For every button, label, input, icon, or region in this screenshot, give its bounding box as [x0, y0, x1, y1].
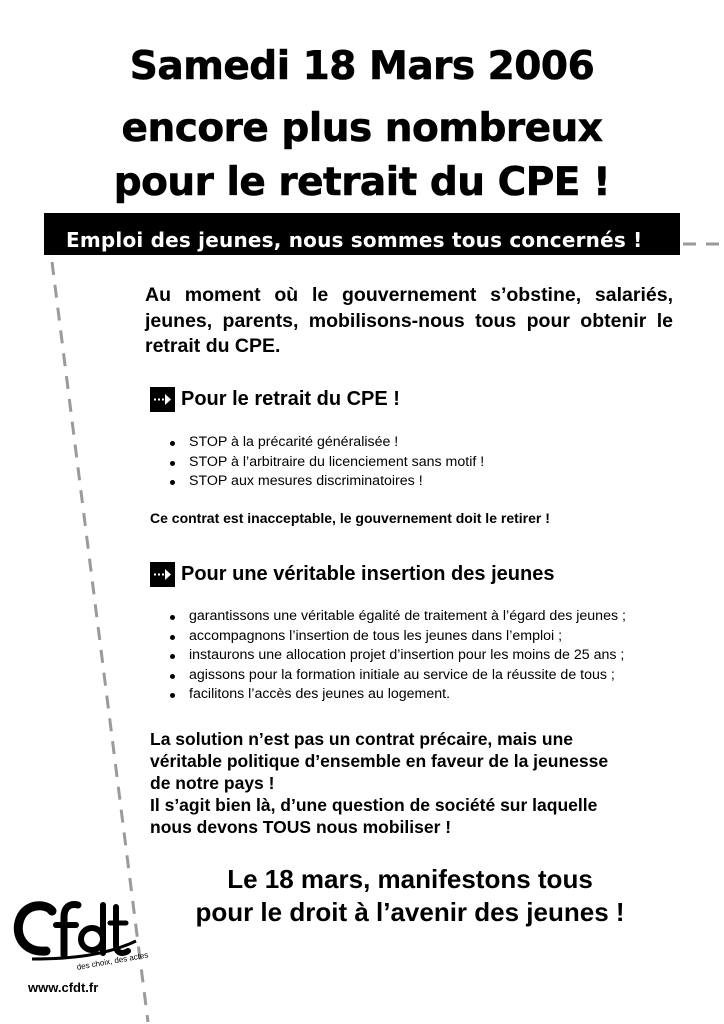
banner: Emploi des jeunes, nous sommes tous concernés !: [44, 213, 680, 255]
title-line-3: pour le retrait du CPE !: [113, 160, 611, 205]
solution-line: Il s’agit bien là, d’une question de société sur laquelle: [150, 795, 598, 815]
solution-line: véritable politique d’ensemble en faveur de la jeunesse: [150, 751, 609, 771]
logo-tagline: des choix, des actes: [76, 950, 149, 972]
list-item: instaurons une allocation projet d’insertion pour les moins de 25 ans ;: [166, 646, 626, 666]
solution-line: nous devons TOUS nous mobiliser !: [150, 817, 452, 837]
arrow-right-icon: [150, 562, 175, 587]
section1-conclusion: Ce contrat est inacceptable, le gouvernement doit le retirer !: [150, 510, 550, 526]
solution-paragraph: [150, 728, 608, 838]
list-item: STOP à la précarité généralisée !: [166, 433, 484, 453]
closing-slogan: [150, 863, 670, 929]
solution-line: de notre pays !: [150, 773, 275, 793]
arrow-right-icon: [150, 387, 175, 412]
list-item: STOP à l’arbitraire du licenciement sans motif !: [166, 453, 484, 473]
intro-paragraph: Au moment où le gouvernement s’obstine, salariés, jeunes, parents, mobilisons-nous tous pour obtenir le retrait du CPE.: [145, 284, 673, 357]
list-item: facilitons l’accès des jeunes au logement.: [166, 685, 626, 705]
section-heading-label: Pour le retrait du CPE !: [181, 388, 400, 410]
list-item: garantissons une véritable égalité de traitement à l’égard des jeunes ;: [166, 607, 626, 627]
retrait-bullet-list: [166, 433, 484, 492]
title-line-2: encore plus nombreux: [121, 106, 603, 151]
section-heading-label: Pour une véritable insertion des jeunes: [181, 563, 555, 585]
insertion-bullet-list: [166, 607, 626, 705]
cfdt-logo: [12, 895, 149, 977]
website-link[interactable]: www.cfdt.fr: [28, 980, 99, 995]
closing-line-2: pour le droit à l’avenir des jeunes !: [195, 897, 625, 927]
list-item: agissons pour la formation initiale au service de la réussite de tous ;: [166, 666, 626, 686]
title-line-1: Samedi 18 Mars 2006: [129, 44, 595, 89]
section-heading-insertion: [150, 562, 554, 587]
solution-line: La solution n’est pas un contrat précaire, mais une: [150, 729, 574, 749]
list-item: accompagnons l’insertion de tous les jeunes dans l’emploi ;: [166, 627, 626, 647]
closing-line-1: Le 18 mars, manifestons tous: [227, 864, 593, 894]
list-item: STOP aux mesures discriminatoires !: [166, 472, 484, 492]
section-heading-retrait: [150, 387, 400, 412]
